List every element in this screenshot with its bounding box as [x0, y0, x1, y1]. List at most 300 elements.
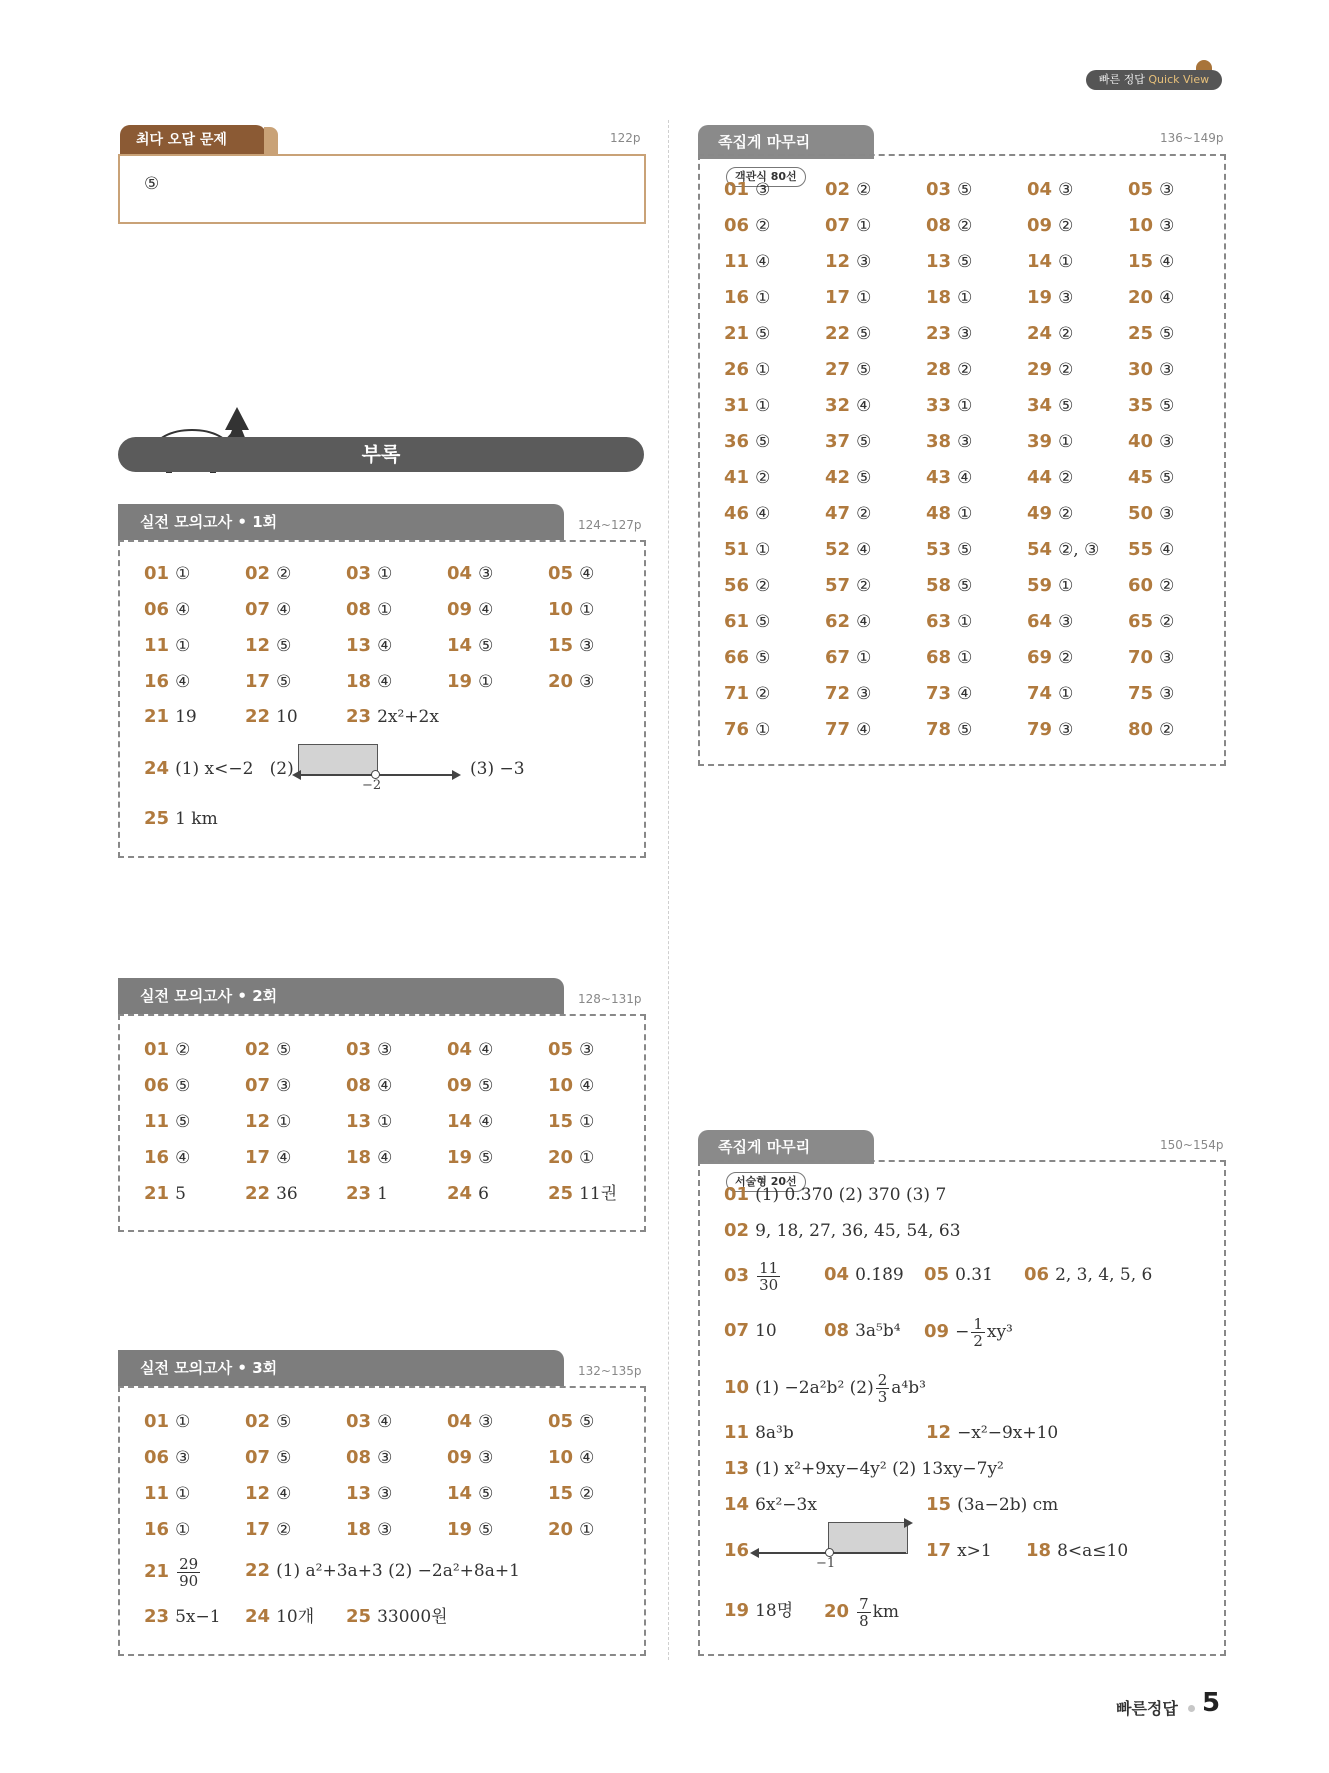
- answer-value: ①: [377, 1112, 393, 1132]
- answer-item: [245, 1440, 346, 1476]
- answer-item: [724, 316, 825, 352]
- answer-number: 31: [724, 395, 750, 416]
- subj-tick-label: −1: [816, 1556, 836, 1571]
- answer-number: 58: [926, 575, 952, 596]
- badge-ko: 빠른 정답: [1098, 73, 1145, 86]
- answer-number: 17: [825, 287, 851, 308]
- answer-item: [144, 1512, 245, 1548]
- answer-value: ①: [856, 288, 872, 308]
- answer-item: [926, 244, 1027, 280]
- subj-q01: 01 (1) 0.37̇0̇ (2) 370 (3) 7: [724, 1184, 947, 1205]
- answer-item: [926, 496, 1027, 532]
- answer-value: ⑤: [478, 1520, 494, 1540]
- answer-value: ①: [377, 600, 393, 620]
- answer-item: [548, 556, 649, 592]
- subj-q07: 07 10: [724, 1320, 777, 1341]
- answer-item: [926, 316, 1027, 352]
- most-wrong-box: [118, 154, 646, 224]
- answer-value: ④: [755, 252, 771, 272]
- answer-value: ②: [1058, 360, 1074, 380]
- answer-value: ①: [957, 648, 973, 668]
- answer-number: 78: [926, 719, 952, 740]
- answer-value: ⑤: [957, 576, 973, 596]
- answer-value: ④: [377, 672, 393, 692]
- subj-q20: 20 $\frac{7}{8}$ km: [824, 1595, 900, 1630]
- answer-number: 04: [447, 1411, 473, 1432]
- answer-number: 02: [245, 563, 271, 584]
- answer-item: [447, 556, 548, 592]
- answer-item: [346, 592, 447, 628]
- answer-value: ①: [1058, 684, 1074, 704]
- answer-number: 09: [1027, 215, 1053, 236]
- answer-number: 19: [447, 671, 473, 692]
- answer-number: 17: [245, 671, 271, 692]
- answer-number: 05: [1128, 179, 1154, 200]
- answer-number: 04: [447, 1039, 473, 1060]
- answer-item: [825, 712, 926, 748]
- answer-item: [245, 1176, 346, 1212]
- answer-value: ④: [1159, 540, 1175, 560]
- answer-value: ④: [478, 1112, 494, 1132]
- answer-value: ⑤: [175, 1112, 191, 1132]
- answer-value: ⑤: [856, 468, 872, 488]
- answer-number: 63: [926, 611, 952, 632]
- answer-number: 39: [1027, 431, 1053, 452]
- subj-q15: 15 (3a−2b) cm: [926, 1494, 1059, 1515]
- answer-value: ④: [175, 672, 191, 692]
- answer-number: 13: [346, 1483, 372, 1504]
- answer-number: 30: [1128, 359, 1154, 380]
- answer-value: ①: [755, 720, 771, 740]
- answer-number: 07: [825, 215, 851, 236]
- answer-value: ①: [957, 612, 973, 632]
- answer-number: 17: [245, 1519, 271, 1540]
- answer-value: ①: [856, 648, 872, 668]
- answer-item: [1027, 388, 1128, 424]
- answer-number: 66: [724, 647, 750, 668]
- mock1-q23: 23 2x²+2x: [346, 706, 439, 727]
- answer-item: [825, 568, 926, 604]
- answer-item: [1128, 388, 1229, 424]
- answer-number: 19: [1027, 287, 1053, 308]
- answer-item: [724, 388, 825, 424]
- answer-value: ①: [755, 540, 771, 560]
- answer-item: [724, 712, 825, 748]
- answer-number: 17: [245, 1147, 271, 1168]
- answer-item: [548, 592, 649, 628]
- answer-number: 05: [548, 563, 574, 584]
- answer-item: [144, 664, 245, 700]
- answer-number: 65: [1128, 611, 1154, 632]
- answer-number: 01: [724, 179, 750, 200]
- quick-view-badge: [1086, 70, 1222, 90]
- answer-number: 18: [346, 1147, 372, 1168]
- answer-item: [825, 388, 926, 424]
- answer-number: 32: [825, 395, 851, 416]
- answer-value: ③: [1159, 684, 1175, 704]
- subj-q13: 13 (1) x²+9xy−4y² (2) 13xy−7y²: [724, 1458, 1004, 1479]
- answer-value: ②, ③: [1058, 540, 1100, 560]
- answer-number: 12: [245, 1483, 271, 1504]
- answer-value: ②: [1058, 324, 1074, 344]
- answer-item: [1027, 568, 1128, 604]
- answer-item: [926, 424, 1027, 460]
- answer-number: 04: [447, 563, 473, 584]
- answer-value: ③: [1058, 288, 1074, 308]
- answer-item: [724, 532, 825, 568]
- answer-value: ②: [276, 1520, 292, 1540]
- answer-number: 62: [825, 611, 851, 632]
- answer-value: ④: [377, 1076, 393, 1096]
- answer-item: [1128, 424, 1229, 460]
- subj-q12: 12 −x²−9x+10: [926, 1422, 1059, 1443]
- answer-number: 04: [1027, 179, 1053, 200]
- answer-value: ②: [1058, 468, 1074, 488]
- answer-item: [144, 1404, 245, 1440]
- answer-value: ④: [377, 636, 393, 656]
- subj-q14: 14 6x²−3x: [724, 1494, 817, 1515]
- mock1-title: 실전 모의고사 • 1회: [118, 504, 564, 540]
- answer-value: ①: [1058, 252, 1074, 272]
- answer-number: 40: [1128, 431, 1154, 452]
- answer-number: 50: [1128, 503, 1154, 524]
- answer-item: [926, 208, 1027, 244]
- answer-item: [245, 664, 346, 700]
- subj-q06: 06 2, 3, 4, 5, 6: [1024, 1264, 1153, 1285]
- answer-item: [1128, 532, 1229, 568]
- answer-item: [1128, 280, 1229, 316]
- answer-value: ②: [755, 216, 771, 236]
- answer-value: 5: [175, 1184, 186, 1204]
- most-wrong-title: 최다 오답 문제: [120, 125, 266, 155]
- answer-value: ④: [856, 720, 872, 740]
- column-divider: [668, 120, 669, 1660]
- answer-item: [245, 1068, 346, 1104]
- answer-item: [1128, 352, 1229, 388]
- answer-value: ①: [579, 1148, 595, 1168]
- objective-pill: 객관식 80선: [726, 167, 806, 187]
- answer-item: [825, 532, 926, 568]
- answer-value: ③: [1058, 612, 1074, 632]
- answer-number: 08: [926, 215, 952, 236]
- answer-number: 03: [926, 179, 952, 200]
- answer-number: 19: [447, 1519, 473, 1540]
- answer-number: 07: [245, 599, 271, 620]
- mock3-title: 실전 모의고사 • 3회: [118, 1350, 564, 1386]
- mock1-tick-label: −2: [362, 778, 382, 793]
- answer-value: ①: [957, 396, 973, 416]
- answer-item: [1027, 532, 1128, 568]
- answer-item: [144, 1068, 245, 1104]
- answer-value: ③: [377, 1484, 393, 1504]
- answer-number: 75: [1128, 683, 1154, 704]
- answer-value: ②: [957, 216, 973, 236]
- answer-number: 18: [346, 1519, 372, 1540]
- mock3-q23: 23 5x−1: [144, 1606, 221, 1627]
- mock3-grid: [144, 1404, 649, 1548]
- answer-item: [926, 676, 1027, 712]
- answer-value: ④: [478, 600, 494, 620]
- answer-value: ⑤: [1159, 324, 1175, 344]
- answer-number: 52: [825, 539, 851, 560]
- answer-value: ①: [175, 564, 191, 584]
- answer-value: ③: [957, 324, 973, 344]
- answer-number: 29: [1027, 359, 1053, 380]
- answer-item: [346, 1176, 447, 1212]
- answer-value: ①: [175, 636, 191, 656]
- mock1-arrow-left-icon: [292, 770, 301, 780]
- objective-title-text: 족집게 마무리: [718, 133, 811, 151]
- answer-number: 47: [825, 503, 851, 524]
- answer-number: 26: [724, 359, 750, 380]
- answer-value: ④: [755, 504, 771, 524]
- answer-item: [724, 460, 825, 496]
- answer-item: [926, 712, 1027, 748]
- answer-item: [1027, 676, 1128, 712]
- answer-value: ③: [579, 672, 595, 692]
- answer-number: 28: [926, 359, 952, 380]
- answer-value: 1: [377, 1184, 388, 1204]
- answer-item: [926, 172, 1027, 208]
- answer-number: 06: [144, 1447, 170, 1468]
- answer-value: ⑤: [957, 540, 973, 560]
- answer-item: [447, 1140, 548, 1176]
- answer-number: 44: [1027, 467, 1053, 488]
- answer-number: 15: [548, 1111, 574, 1132]
- most-wrong-page: 122p: [610, 131, 641, 145]
- answer-value: ②: [1159, 612, 1175, 632]
- answer-value: ①: [755, 288, 771, 308]
- answer-item: [144, 556, 245, 592]
- answer-item: [825, 244, 926, 280]
- answer-number: 25: [1128, 323, 1154, 344]
- answer-item: [144, 1032, 245, 1068]
- answer-value: 36: [276, 1184, 298, 1204]
- answer-number: 25: [548, 1183, 574, 1204]
- mock2-grid: [144, 1032, 649, 1212]
- answer-item: [1027, 352, 1128, 388]
- answer-item: [825, 280, 926, 316]
- answer-item: [548, 1068, 649, 1104]
- answer-value: ⑤: [755, 648, 771, 668]
- mock3-q21: 21 $\frac{29}{90}$: [144, 1555, 199, 1590]
- mock1-q25: 25 1 km: [144, 808, 218, 829]
- answer-value: ①: [1058, 432, 1074, 452]
- answer-number: 16: [144, 1147, 170, 1168]
- answer-item: [346, 1068, 447, 1104]
- subj-q04: 04 0.1̇8̇9: [824, 1264, 904, 1285]
- answer-value: ⑤: [856, 324, 872, 344]
- mock3-q25: 25 33000원: [346, 1606, 448, 1627]
- answer-item: [346, 1404, 447, 1440]
- answer-item: [1027, 244, 1128, 280]
- answer-number: 12: [245, 635, 271, 656]
- answer-value: ⑤: [755, 432, 771, 452]
- answer-value: ③: [1159, 432, 1175, 452]
- answer-number: 01: [144, 563, 170, 584]
- answer-item: [346, 1140, 447, 1176]
- answer-item: [1128, 244, 1229, 280]
- answer-item: [724, 424, 825, 460]
- answer-value: ③: [1159, 180, 1175, 200]
- answer-value: ⑤: [175, 1076, 191, 1096]
- answer-value: ⑤: [478, 1148, 494, 1168]
- answer-value: ③: [579, 1040, 595, 1060]
- answer-value: ①: [175, 1484, 191, 1504]
- answer-number: 21: [724, 323, 750, 344]
- answer-value: ②: [755, 576, 771, 596]
- answer-value: ③: [1159, 360, 1175, 380]
- answer-item: [245, 1140, 346, 1176]
- answer-value: ④: [579, 1076, 595, 1096]
- answer-item: [1128, 208, 1229, 244]
- answer-item: [1027, 712, 1128, 748]
- answer-number: 10: [548, 1075, 574, 1096]
- mock1-q22: 22 10: [245, 706, 298, 727]
- footer-dot-icon: [1188, 1705, 1195, 1712]
- mock1-number-line-shade: [298, 744, 378, 776]
- answer-number: 33: [926, 395, 952, 416]
- answer-number: 42: [825, 467, 851, 488]
- answer-number: 60: [1128, 575, 1154, 596]
- answer-item: [447, 628, 548, 664]
- answer-item: [1027, 280, 1128, 316]
- answer-number: 72: [825, 683, 851, 704]
- answer-value: ④: [856, 396, 872, 416]
- answer-item: [926, 532, 1027, 568]
- answer-number: 11: [144, 1111, 170, 1132]
- answer-item: [1027, 316, 1128, 352]
- answer-value: ①: [377, 564, 393, 584]
- answer-number: 22: [825, 323, 851, 344]
- answer-number: 55: [1128, 539, 1154, 560]
- answer-number: 24: [447, 1183, 473, 1204]
- answer-item: [346, 664, 447, 700]
- answer-number: 49: [1027, 503, 1053, 524]
- answer-value: ④: [175, 600, 191, 620]
- subj-q02: 02 9, 18, 27, 36, 45, 54, 63: [724, 1220, 961, 1241]
- answer-value: ④: [957, 684, 973, 704]
- answer-item: [245, 592, 346, 628]
- answer-item: [447, 1440, 548, 1476]
- answer-number: 79: [1027, 719, 1053, 740]
- subj-q16: 16: [724, 1540, 750, 1561]
- mock3-q24: 24 10개: [245, 1606, 315, 1627]
- answer-number: 37: [825, 431, 851, 452]
- subjective-title-text: 족집게 마무리: [718, 1138, 811, 1156]
- answer-number: 09: [447, 1447, 473, 1468]
- answer-value: ④: [579, 1448, 595, 1468]
- answer-number: 43: [926, 467, 952, 488]
- answer-number: 77: [825, 719, 851, 740]
- mock1-arrow-right-icon: [452, 770, 461, 780]
- answer-item: [926, 388, 1027, 424]
- answer-number: 14: [447, 1483, 473, 1504]
- answer-value: ⑤: [276, 672, 292, 692]
- answer-item: [144, 628, 245, 664]
- answer-number: 23: [346, 1183, 372, 1204]
- answer-item: [724, 352, 825, 388]
- answer-value: ②: [1159, 720, 1175, 740]
- answer-item: [447, 1476, 548, 1512]
- subj-q19: 19 18명: [724, 1600, 794, 1621]
- answer-item: [724, 676, 825, 712]
- answer-number: 15: [548, 1483, 574, 1504]
- answer-item: [245, 556, 346, 592]
- answer-value: ②: [957, 360, 973, 380]
- answer-value: ③: [579, 636, 595, 656]
- answer-number: 05: [548, 1039, 574, 1060]
- answer-value: ②: [1058, 648, 1074, 668]
- answer-item: [825, 604, 926, 640]
- answer-value: ④: [856, 540, 872, 560]
- answer-value: ⑤: [276, 1412, 292, 1432]
- mock1-grid: [144, 556, 649, 700]
- answer-number: 20: [1128, 287, 1154, 308]
- answer-value: ⑤: [276, 636, 292, 656]
- answer-item: [1027, 424, 1128, 460]
- appendix-bar: 부록: [118, 437, 644, 472]
- answer-value: ⑤: [957, 180, 973, 200]
- answer-item: [548, 1440, 649, 1476]
- answer-number: 69: [1027, 647, 1053, 668]
- answer-value: ②: [856, 504, 872, 524]
- answer-item: [447, 592, 548, 628]
- answer-item: [548, 1512, 649, 1548]
- answer-value: ④: [856, 612, 872, 632]
- answer-item: [346, 1104, 447, 1140]
- answer-item: [548, 1176, 649, 1212]
- answer-number: 06: [144, 599, 170, 620]
- answer-value: ①: [957, 504, 973, 524]
- answer-number: 16: [144, 671, 170, 692]
- answer-item: [1128, 460, 1229, 496]
- answer-value: ①: [755, 396, 771, 416]
- answer-item: [144, 1476, 245, 1512]
- answer-number: 11: [724, 251, 750, 272]
- answer-item: [548, 1104, 649, 1140]
- answer-item: [245, 1512, 346, 1548]
- answer-number: 15: [1128, 251, 1154, 272]
- answer-number: 13: [346, 1111, 372, 1132]
- answer-item: [447, 1104, 548, 1140]
- answer-number: 20: [548, 671, 574, 692]
- answer-value: ③: [478, 1448, 494, 1468]
- answer-item: [724, 244, 825, 280]
- mock3-page: 132~135p: [578, 1364, 642, 1378]
- answer-number: 15: [548, 635, 574, 656]
- answer-item: [548, 1476, 649, 1512]
- answer-value: ③: [377, 1448, 393, 1468]
- answer-number: 24: [1027, 323, 1053, 344]
- answer-number: 34: [1027, 395, 1053, 416]
- subj-q08: 08 3a⁵b⁴: [824, 1320, 901, 1341]
- answer-item: [1128, 640, 1229, 676]
- page-number: 5: [1202, 1688, 1221, 1718]
- mock2-title: 실전 모의고사 • 2회: [118, 978, 564, 1014]
- objective-grid: [724, 172, 1229, 748]
- answer-number: 10: [548, 1447, 574, 1468]
- answer-item: [926, 460, 1027, 496]
- subj-arrow-left-icon: [750, 1548, 759, 1558]
- answer-value: ⑤: [957, 720, 973, 740]
- answer-number: 16: [724, 287, 750, 308]
- answer-number: 03: [346, 1411, 372, 1432]
- answer-number: 01: [144, 1039, 170, 1060]
- answer-number: 14: [1027, 251, 1053, 272]
- answer-value: ③: [276, 1076, 292, 1096]
- answer-value: ②: [856, 576, 872, 596]
